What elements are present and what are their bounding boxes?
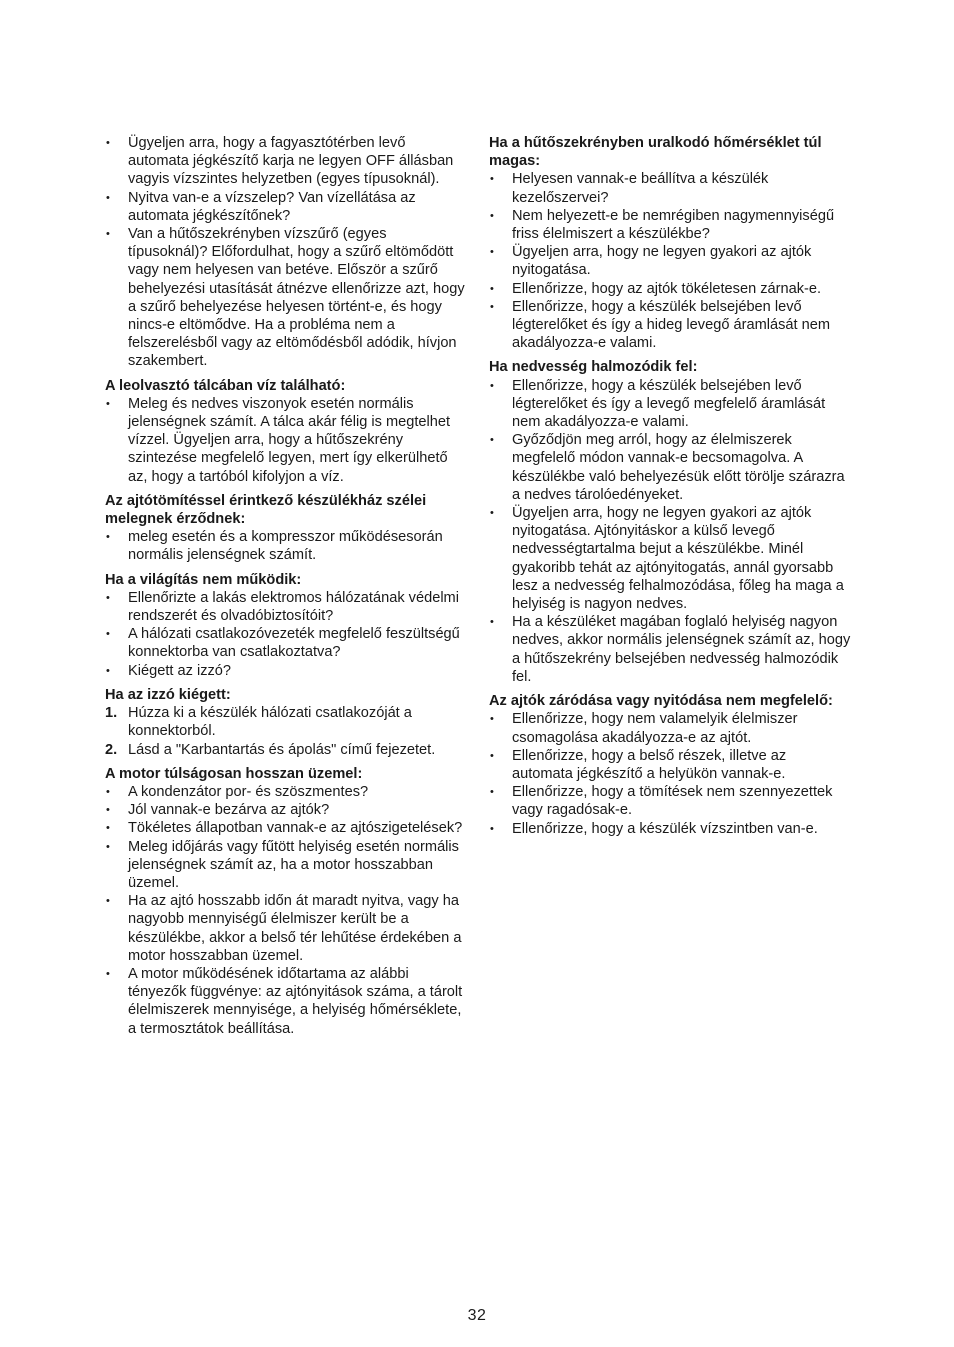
section-motor-runs-long <box>105 765 465 1038</box>
section-door-closing <box>489 692 851 838</box>
step-number: 1. <box>105 705 118 722</box>
list-item <box>489 820 851 838</box>
list-item <box>105 838 465 893</box>
list-item-text: Ellenőrizze, hogy nem valamelyik élelmiszer csomagolása akadályozza-e az ajtót. <box>512 711 798 746</box>
bullet-icon: • <box>106 895 110 908</box>
list-item-text: Ellenőrizze, hogy a készülék vízszintben van-e. <box>512 820 818 837</box>
list-item <box>105 965 465 1038</box>
list-item-text: Ügyeljen arra, hogy ne legyen gyakori az ajtók nyitogatása. <box>512 244 812 279</box>
section-heading: A leolvasztó tálcában víz található: <box>105 377 346 394</box>
section-bulb-burnt <box>105 686 465 759</box>
list-item <box>105 225 465 371</box>
list-item <box>105 741 465 759</box>
list-item-text: Ügyeljen arra, hogy a fagyasztótérben levő automata jégkészítő karja ne legyen OFF állásban vagyis vízszintes helyzetben (egyes típusoknál). <box>128 135 454 188</box>
list-item <box>489 504 851 613</box>
list-item <box>105 801 465 819</box>
section-warm-edges <box>105 492 465 565</box>
bullet-list <box>105 589 465 680</box>
list-item-text: Jól vannak-e bezárva az ajtók? <box>128 802 330 819</box>
bullet-icon: • <box>490 713 494 726</box>
bullet-icon: • <box>106 591 110 604</box>
section-heading: Az ajtók záródása vagy nyitódása nem megfelelő: <box>489 693 833 710</box>
list-item <box>489 710 851 746</box>
list-item <box>105 589 465 625</box>
bullet-icon: • <box>106 531 110 544</box>
section-heading: A motor túlságosan hosszan üzemel: <box>105 765 363 782</box>
bullet-icon: • <box>106 967 110 980</box>
list-item <box>489 431 851 504</box>
list-item <box>105 134 465 189</box>
bullet-icon: • <box>106 840 110 853</box>
bullet-icon: • <box>490 379 494 392</box>
step-number: 2. <box>105 741 118 758</box>
bullet-list <box>105 395 465 486</box>
list-item <box>489 207 851 243</box>
list-item-text: Meleg és nedves viszonyok esetén normális jelenségnek számít. A tálca akár félig is megtelhet vízzel. Ügyeljen arra, hogy a hűtőszekrény szintezése megfelelő legyen, mert így elkerülhető az, hogy a tartóból kifolyjon a víz. <box>128 395 451 485</box>
list-item <box>105 892 465 965</box>
list-item-text: A motor működésének időtartama az alábbi tényezők függvénye: az ajtónyitások száma, a tárolt élelmiszerek mennyisége, a helyiség hőmérséklete, a termosztátok beállítása. <box>128 965 463 1037</box>
list-item-text: Húzza ki a készülék hálózati csatlakozóját a konnektorból. <box>128 705 412 740</box>
bullet-icon: • <box>490 300 494 313</box>
bullet-icon: • <box>106 785 110 798</box>
list-item-text: Lásd a "Karbantartás és ápolás" című fejezetet. <box>128 741 436 758</box>
bullet-icon: • <box>490 282 494 295</box>
bullet-icon: • <box>490 822 494 835</box>
intro-section <box>105 134 465 371</box>
list-item <box>489 747 851 783</box>
section-heading: Ha az izzó kiégett: <box>105 686 231 703</box>
list-item-text: Van a hűtőszekrényben vízszűrő (egyes típusoknál)? Előfordulhat, hogy a szűrő eltömődött vagy nem helyesen van betéve. Először a szűrő behelyezési utasítását átnézve ellenőrizze azt, hogy a szűrő behelyezése helyesen történt-e, és hogy nincs-e eltömődve. Ha a probléma nem a felszerelésből vagy az eltömődésből adódik, hívjon szakembert. <box>128 226 465 370</box>
list-item <box>105 625 465 661</box>
list-item-text: Meleg időjárás vagy fűtött helyiség esetén normális jelenségnek számít az, ha a motor hosszabban üzemel. <box>128 838 459 891</box>
list-item-text: Ellenőrizze, hogy a készülék belsejében levő légterelőket és így a hideg levegő áramlását nem akadályozza-e valami. <box>512 298 831 352</box>
list-item <box>105 704 465 740</box>
left-column <box>105 134 465 1044</box>
list-item <box>489 298 851 353</box>
bullet-icon: • <box>106 137 110 149</box>
page-number: 32 <box>467 1307 487 1324</box>
list-item-text: Nem helyezett-e be nemrégiben nagymennyiségű friss élelmiszert a készülékbe? <box>512 207 835 243</box>
list-item <box>105 783 465 801</box>
list-item-text: Tökéletes állapotban vannak-e az ajtószigetelések? <box>128 820 463 837</box>
bullet-list <box>105 528 465 564</box>
bullet-icon: • <box>106 628 110 641</box>
bullet-icon: • <box>490 749 494 762</box>
list-item-text: Kiégett az izzó? <box>128 662 232 679</box>
section-heading: Ha nedvesség halmozódik fel: <box>489 359 698 376</box>
list-item-text: Ellenőrizze, hogy az ajtók tökéletesen zárnak-e. <box>512 280 822 297</box>
list-item <box>105 819 465 837</box>
bullet-icon: • <box>490 434 494 447</box>
list-item <box>489 170 851 206</box>
list-item <box>105 189 465 225</box>
list-item <box>105 662 465 680</box>
list-item <box>489 377 851 432</box>
bullet-icon: • <box>106 228 110 241</box>
list-item-text: Nyitva van-e a vízszelep? Van vízellátása az automata jégkészítőnek? <box>128 189 416 224</box>
right-column <box>489 134 851 844</box>
list-item-text: Ellenőrizze, hogy a belső részek, illetve az automata jégkészítő a helyükön vannak-e. <box>512 747 787 782</box>
list-item <box>105 528 465 564</box>
list-item-text: Ha a készüléket magában foglaló helyiség nagyon nedves, akkor normális jelenségnek számít az, hogy a hűtőszekrény belsejében nedvesség halmozódik fel. <box>512 614 851 685</box>
list-item-text: meleg esetén és a kompresszor működésesorán normális jelenségnek számít. <box>128 529 443 564</box>
bullet-icon: • <box>106 191 110 204</box>
list-item <box>489 280 851 298</box>
bullet-list <box>489 377 851 686</box>
list-item-text: Ellenőrizte a lakás elektromos hálózatának védelmi rendszerét és olvadóbiztosítóit? <box>128 589 459 625</box>
bullet-list <box>105 783 465 1038</box>
bullet-icon: • <box>490 786 494 799</box>
bullet-icon: • <box>106 804 110 817</box>
list-item-text: Ellenőrizze, hogy a készülék belsejében levő légterelőket és így a levegő megfelelő áramlását nem akadályozza-e valami. <box>512 377 826 431</box>
section-heading: Az ajtótömítéssel érintkező készülékház szélei melegnek érződnek: <box>105 492 427 528</box>
list-item-text: A kondenzátor por- és szöszmentes? <box>128 783 369 800</box>
list-item-text: Győződjön meg arról, hogy az élelmiszerek megfelelő módon vannak-e becsomagolva. A készülékbe való behelyezésük előtt törölje szárazra a nedves tárolóedényeket. <box>512 432 845 503</box>
list-item-text: Ellenőrizze, hogy a tömítések nem szennyezettek vagy ragadósak-e. <box>512 784 833 819</box>
bullet-icon: • <box>490 173 494 186</box>
section-defrost-tray <box>105 377 465 486</box>
bullet-list <box>489 170 851 352</box>
bullet-icon: • <box>490 209 494 222</box>
bullet-icon: • <box>490 246 494 259</box>
list-item-text: Ügyeljen arra, hogy ne legyen gyakori az ajtók nyitogatása. Ajtónyitáskor a külső levegő nedvességtartalma bejut a készülékbe. Minél gyakoribb tehát az ajtónyitogatás, annál gyorsabb lesz a nedvesség felhalmozódása, főleg ha maga a helyiség is nagyon nedves. <box>512 505 844 613</box>
list-item <box>489 243 851 279</box>
list-item-text: Ha az ajtó hosszabb időn át maradt nyitva, vagy ha nagyobb mennyiségű élelmiszer került be a készülékbe, akkor a belső tér lehűtése érdekében a motor hosszabban üzemel. <box>128 893 462 964</box>
numbered-list <box>105 704 465 759</box>
list-item <box>489 783 851 819</box>
bullet-icon: • <box>490 616 494 629</box>
bullet-icon: • <box>106 822 110 835</box>
section-moisture <box>489 358 851 686</box>
list-item-text: A hálózati csatlakozóvezeték megfelelő feszültségű konnektorba van csatlakoztatva? <box>128 626 460 661</box>
list-item <box>105 395 465 486</box>
section-temperature-high <box>489 134 851 352</box>
bullet-icon: • <box>106 664 110 677</box>
bullet-list <box>105 134 465 371</box>
section-light-not-working <box>105 571 465 680</box>
list-item <box>489 613 851 686</box>
bullet-icon: • <box>490 507 494 520</box>
list-item-text: Helyesen vannak-e beállítva a készülék kezelőszervei? <box>512 171 769 206</box>
section-heading: Ha a világítás nem működik: <box>105 571 302 588</box>
bullet-icon: • <box>106 397 110 410</box>
bullet-list <box>489 710 851 837</box>
section-heading: Ha a hűtőszekrényben uralkodó hőmérséklet túl magas: <box>489 135 822 170</box>
